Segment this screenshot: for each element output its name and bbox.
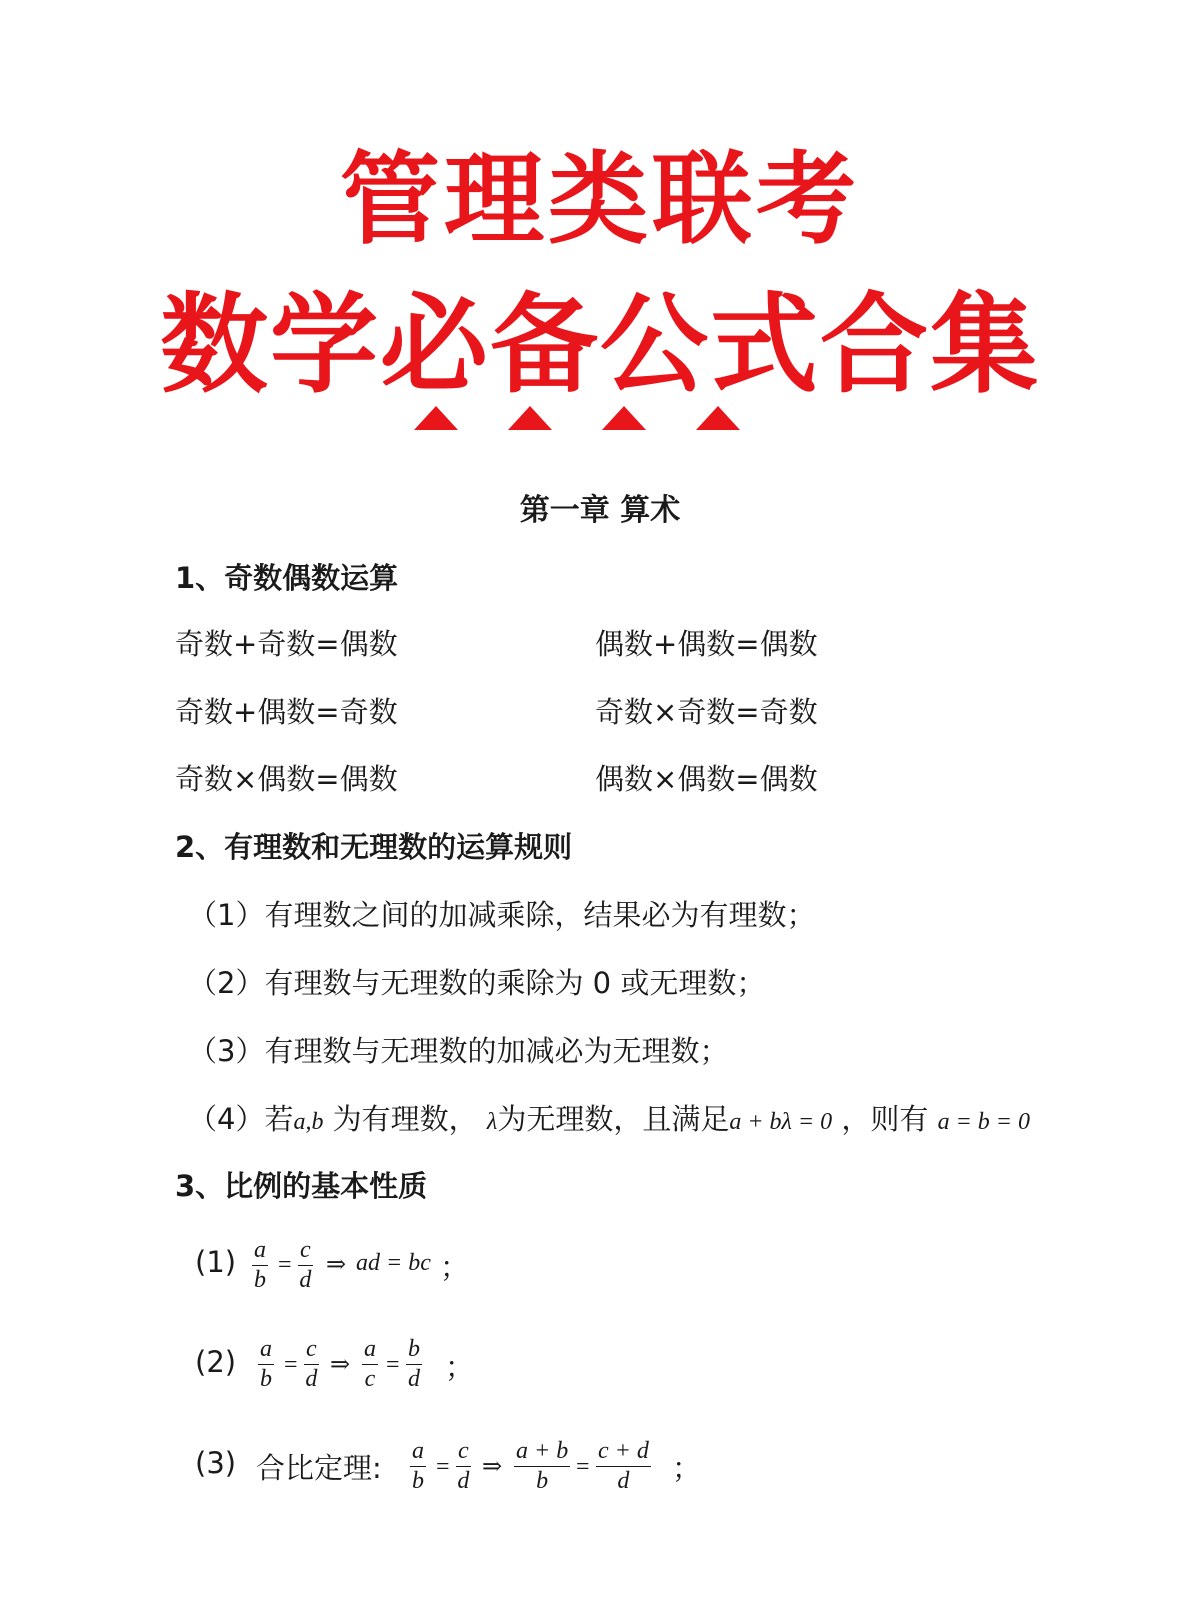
rule4-result: a = b = 0: [937, 1109, 1030, 1135]
implies-arrow: ⇒: [326, 1252, 347, 1278]
equals-sign: =: [576, 1454, 590, 1480]
rule4-text2: 为无理数，且满足: [497, 1102, 730, 1136]
fraction-numerator: b: [406, 1337, 422, 1365]
fraction-numerator: a: [258, 1337, 274, 1365]
rule4-text3: ，则有: [841, 1102, 929, 1136]
rule4-text1: 为有理数，: [332, 1102, 478, 1136]
chapter-heading: 第一章 算术: [519, 493, 681, 528]
fraction-denominator: b: [260, 1366, 272, 1393]
fraction: [258, 1337, 274, 1392]
equals-sign: =: [386, 1352, 400, 1378]
fraction-numerator: a + b: [514, 1439, 570, 1467]
rule-odd-plus-odd: 奇数+奇数=偶数: [175, 627, 398, 661]
implies-arrow: ⇒: [330, 1352, 351, 1378]
implies-arrow: ⇒: [482, 1454, 503, 1480]
rule-odd-plus-even: 奇数+偶数=奇数: [175, 695, 398, 729]
proportion-result: ad = bc: [356, 1250, 431, 1276]
red-triangle-icon: [696, 406, 740, 430]
item-label: (1): [195, 1245, 237, 1279]
section2-heading: 2、有理数和无理数的运算规则: [175, 830, 573, 864]
fraction-denominator: d: [617, 1468, 630, 1495]
rule4-condition: a + bλ = 0: [729, 1109, 833, 1135]
fraction: [596, 1439, 651, 1494]
section3-heading: 3、比例的基本性质: [175, 1169, 428, 1203]
rule4-vars-ab: a,b: [293, 1109, 324, 1135]
equals-sign: =: [284, 1352, 298, 1378]
rule-even-plus-even: 偶数+偶数=偶数: [595, 627, 818, 661]
rule4-lambda: λ: [486, 1109, 498, 1135]
fraction: [362, 1337, 378, 1392]
theorem-name: 合比定理:: [256, 1451, 382, 1485]
rational-rule-2: （2）有理数与无理数的乘除为 0 或无理数；: [188, 966, 766, 1000]
fraction-numerator: c: [304, 1337, 319, 1365]
fraction-denominator: b: [254, 1267, 266, 1294]
rational-rule-3: （3）有理数与无理数的加减必为无理数；: [188, 1034, 729, 1068]
page-title-line2: 数学必备公式合集: [159, 283, 1040, 408]
rule-even-times-even: 偶数×偶数=偶数: [595, 762, 818, 796]
fraction-denominator: c: [364, 1366, 376, 1393]
fraction-denominator: d: [408, 1366, 420, 1393]
fraction: [252, 1238, 268, 1293]
rule-odd-times-odd: 奇数×奇数=奇数: [595, 695, 818, 729]
fraction-denominator: d: [305, 1366, 318, 1393]
equals-sign: =: [436, 1454, 450, 1480]
fraction-numerator: c + d: [596, 1439, 651, 1467]
item-label: (3): [195, 1446, 237, 1480]
section1-heading: 1、奇数偶数运算: [175, 561, 399, 595]
semicolon: ；: [672, 1451, 702, 1485]
fraction-numerator: c: [298, 1238, 313, 1266]
semicolon: ；: [440, 1250, 470, 1284]
rule-odd-times-even: 奇数×偶数=偶数: [175, 762, 398, 796]
red-triangle-icon: [414, 406, 458, 430]
fraction-numerator: a: [362, 1337, 378, 1365]
rational-rule-4: [188, 1097, 1030, 1138]
fraction-denominator: b: [412, 1468, 424, 1495]
red-triangle-icon: [508, 406, 552, 430]
page-title-line1: 管理类联考: [340, 141, 860, 258]
fraction-denominator: d: [457, 1468, 470, 1495]
fraction-numerator: a: [252, 1238, 268, 1266]
fraction-numerator: a: [410, 1439, 426, 1467]
red-triangle-icon: [602, 406, 646, 430]
fraction: [406, 1337, 422, 1392]
fraction: [298, 1238, 313, 1293]
fraction: [456, 1439, 471, 1494]
semicolon: ；: [445, 1350, 475, 1384]
item-label: (2): [195, 1345, 237, 1379]
equals-sign: =: [278, 1252, 292, 1278]
fraction: [304, 1337, 319, 1392]
fraction-numerator: c: [456, 1439, 471, 1467]
fraction: [410, 1439, 426, 1494]
rule4-prefix: （4）若: [188, 1102, 294, 1136]
rational-rule-1: （1）有理数之间的加减乘除，结果必为有理数；: [188, 898, 816, 932]
fraction-denominator: b: [536, 1468, 549, 1495]
fraction: [514, 1439, 570, 1494]
fraction-denominator: d: [299, 1267, 312, 1294]
